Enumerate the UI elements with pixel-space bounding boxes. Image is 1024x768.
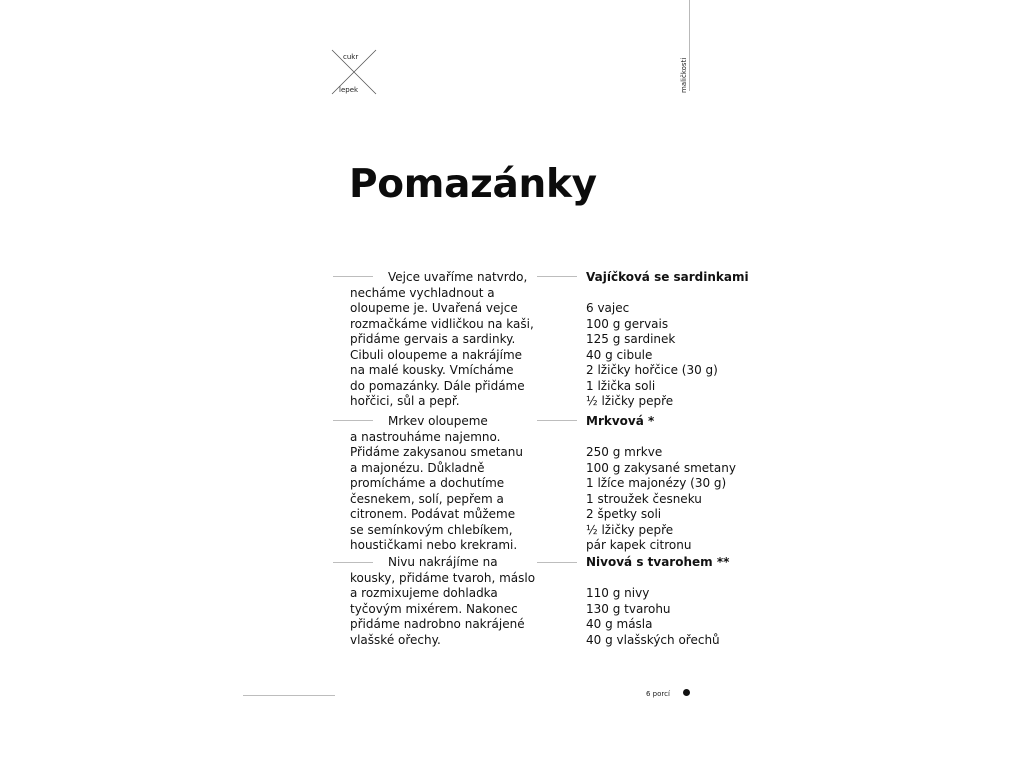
paragraph-line: Přidáme zakysanou smetanu xyxy=(350,445,523,459)
instructions-paragraph xyxy=(350,555,540,648)
ingredient-item: 2 lžičky hořčice (30 g) xyxy=(586,363,718,377)
recipe-ingredients xyxy=(586,414,736,554)
footer-divider xyxy=(243,695,335,696)
ingredient-item: 125 g sardinek xyxy=(586,332,676,346)
paragraph-line: a rozmixujeme dohladka xyxy=(350,586,498,600)
paragraph-line: do pomazánky. Dále přidáme xyxy=(350,378,525,393)
ingredient-item: 110 g nivy xyxy=(586,586,650,600)
recipe-divider xyxy=(537,562,577,563)
paragraph-line: necháme vychladnout a xyxy=(350,285,495,300)
recipe-divider xyxy=(537,276,577,277)
paragraph-line: hořčici, sůl a pepř. xyxy=(350,394,460,408)
paragraph-line: promícháme a dochutíme xyxy=(350,476,505,490)
ingredient-item: 100 g gervais xyxy=(586,316,669,331)
paragraph-line: na malé kousky. Vmícháme xyxy=(350,363,514,377)
ingredient-item: 1 stroužek česneku xyxy=(586,491,702,506)
recipe-title: Vajíčková se sardinkami xyxy=(586,270,749,284)
ingredient-item: 100 g zakysané smetany xyxy=(586,460,736,475)
paragraph-line: a majonézu. Důkladně xyxy=(350,460,485,475)
ingredient-item: pár kapek citronu xyxy=(586,538,692,552)
paragraph-line: a nastrouháme najemno. xyxy=(350,429,501,444)
ingredient-item: 40 g cibule xyxy=(586,347,653,362)
section-label: maličkosti xyxy=(680,57,688,93)
ingredient-item: 6 vajec xyxy=(586,301,630,315)
bullet-dot-icon xyxy=(683,689,690,696)
recipe-divider xyxy=(537,420,577,421)
paragraph-line: Cibuli oloupeme a nakrájíme xyxy=(350,347,523,362)
ingredient-item: 1 lžička soli xyxy=(586,378,656,393)
instructions-paragraph xyxy=(350,414,540,554)
recipe-ingredients xyxy=(586,555,729,648)
ingredient-item: ½ lžičky pepře xyxy=(586,394,674,408)
ingredient-item: 1 lžíce majonézy (30 g) xyxy=(586,476,727,490)
vertical-divider xyxy=(689,0,690,91)
paragraph-line: vlašské ořechy. xyxy=(350,632,441,647)
paragraph-line: přidáme nadrobno nakrájené xyxy=(350,617,525,631)
ingredient-item: 2 špetky soli xyxy=(586,507,662,521)
ingredient-item: 130 g tvarohu xyxy=(586,601,671,616)
paragraph-line: citronem. Podávat můžeme xyxy=(350,507,516,521)
paragraph-line: česnekem, solí, pepřem a xyxy=(350,491,504,506)
paragraph-line: houstičkami nebo krekrami. xyxy=(350,538,518,552)
ingredient-item: 40 g másla xyxy=(586,617,653,631)
sugar-label: cukr xyxy=(343,53,359,61)
paragraph-line: přidáme gervais a sardinky. xyxy=(350,332,516,346)
ingredient-item: ½ lžičky pepře xyxy=(586,522,674,537)
ingredient-item: 40 g vlašských ořechů xyxy=(586,632,720,647)
paragraph-line: se semínkovým chlebíkem, xyxy=(350,522,513,537)
recipe-title: Nivová s tvarohem ** xyxy=(586,555,730,569)
paragraph-line: oloupeme je. Uvařená vejce xyxy=(350,301,518,315)
portions-label: 6 porcí xyxy=(646,690,670,698)
recipe-ingredients xyxy=(586,270,749,410)
recipe-title: Mrkvová * xyxy=(586,414,655,428)
instructions-paragraph xyxy=(350,270,540,410)
paragraph-line: Vejce uvaříme natvrdo, xyxy=(388,270,528,284)
ingredient-item: 250 g mrkve xyxy=(586,445,663,459)
paragraph-line: Nivu nakrájíme na xyxy=(388,555,498,569)
gluten-label: lepek xyxy=(339,86,359,94)
paragraph-line: rozmačkáme vidličkou na kaši, xyxy=(350,316,534,331)
paragraph-line: Mrkev oloupeme xyxy=(388,414,488,428)
page-title: Pomazánky xyxy=(349,162,597,207)
paragraph-line: kousky, přidáme tvaroh, máslo xyxy=(350,570,536,585)
paragraph-line: tyčovým mixérem. Nakonec xyxy=(350,601,518,616)
